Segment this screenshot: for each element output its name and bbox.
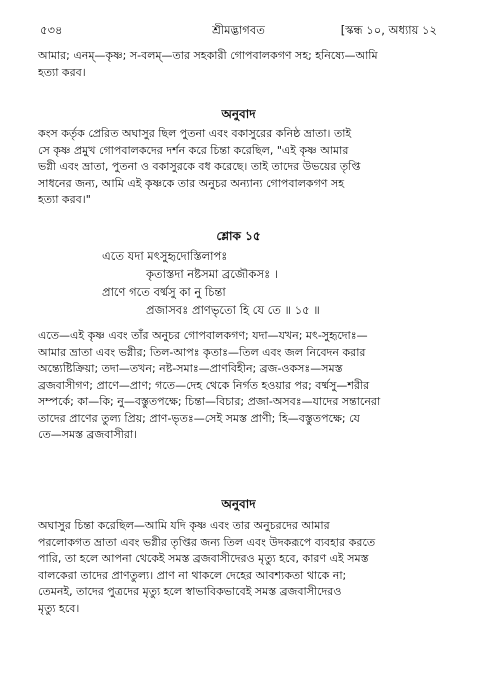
- translation-line: অঘাসুর চিন্তা করেছিল—আমি যদি কৃষ্ণ এবং তার অনুচরদের আমার: [38, 519, 330, 532]
- word-meaning-line: আমার ভ্রাতা এবং ভগ্নীর; তিল-আপঃ কৃতাঃ—তিল এবং জল নিবেদন করার: [38, 345, 366, 359]
- page-header: [40, 22, 437, 40]
- translation-line: পরলোকগত ভ্রাতা এবং ভগ্নীর তৃপ্তির জন্য তিল এবং উদকরূপে ব্যবহার করতে: [38, 535, 376, 549]
- sloka-line: প্রজাসবঃ প্রাণভৃতো হি যে তে ॥ ১৫ ॥: [146, 303, 320, 317]
- translation-paragraph: [38, 126, 446, 209]
- sloka-heading: শ্লোক ১৫: [216, 229, 261, 243]
- word-meaning-line: সম্পর্কে; কা—কি; নু—বস্তুতপক্ষে; চিন্তা—বিচার; প্রজা-অসবঃ—যাদের সন্তানেরা: [38, 395, 381, 408]
- chapter-reference: [স্কন্ধ ১০, অধ্যায় ১২: [340, 23, 437, 37]
- book-title: শ্রীমদ্ভাগবত: [212, 23, 265, 37]
- translation-heading: অনুবাদ: [221, 497, 256, 511]
- sloka-line: প্রাণে গতে বর্ষ্মসু কা নু চিন্তা: [102, 285, 226, 299]
- translation-paragraph: [38, 518, 446, 617]
- word-meaning-line: তাদের প্রাণের তুল্য প্রিয়; প্রাণ-ভৃতঃ—সেই সমস্ত প্রাণী; হি—বস্তুতপক্ষে; যে: [38, 411, 360, 425]
- translation-line: সাধনের জন্য, আমি এই কৃষ্ণকে তার অনুচর অন্যান্য গোপবালকগণ সহ: [38, 176, 345, 190]
- translation-line: সে কৃষ্ণ প্রমুখ গোপবালকদের দর্শন করে চিন্তা করেছিল, "এই কৃষ্ণ আমার: [38, 143, 349, 157]
- translation-line: বালকেরা তাদের প্রাণতুল্য। প্রাণ না থাকলে দেহের আবশ্যকতা থাকে না;: [38, 568, 347, 582]
- translation-line: মৃত্যু হবে।: [38, 601, 80, 615]
- word-meaning-line: তে—সমস্ত ব্রজবাসীরা।: [38, 428, 138, 441]
- translation-line: ভগ্নী এবং ভ্রাতা, পুতনা ও বকাসুরকে বধ করেছে। তাই তাদের উভয়ের তৃপ্তি: [38, 160, 361, 173]
- translation-line: হত্যা করব।": [38, 193, 91, 206]
- page-number: ৫৩৪: [40, 23, 63, 37]
- translation-line: পারি, তা হলে আপনা থেকেই সমস্ত ব্রজবাসীদেরও মৃত্যু হবে, কারণ এই সমস্ত: [38, 552, 369, 565]
- word-meaning-line: ব্রজবাসীগণ; প্রাণে—প্রাণ; গতে—দেহ থেকে নির্গত হওয়ার পর; বর্ষ্মসু—শরীর: [38, 378, 370, 392]
- translation-heading: অনুবাদ: [221, 107, 256, 121]
- translation-line: তেমনই, তাদের পুত্রদের মৃত্যু হলে স্বাভাবিকভাবেই সমস্ত ব্রজবাসীদেরও: [38, 585, 342, 598]
- gloss-line: হত্যা করব।: [38, 65, 86, 79]
- sloka-line: এতে যদা মৎসুহৃদোস্তিলাপঃ: [102, 249, 228, 263]
- word-meaning-line: এতে—এই কৃষ্ণ এবং তাঁর অনুচর গোপবালকগণ; যদা—যখন; মৎ-সুহৃদোঃ—: [38, 329, 368, 342]
- sloka-line: কৃতাস্তদা নষ্টসমা ব্রজৌকসঃ ।: [146, 267, 278, 281]
- top-gloss: [38, 48, 446, 81]
- word-meanings: [38, 328, 446, 444]
- translation-line: কংস কর্তৃক প্রেরিত অঘাসুর ছিল পুতনা এবং বকাসুরের কনিষ্ঠ ভ্রাতা। তাই: [38, 127, 352, 140]
- word-meaning-line: অন্ত্যেষ্টিক্রিয়া; তদা—তখন; নষ্ট-সমাঃ—প্রাণবিহীন; ব্রজ-ওকসঃ—সমস্ত: [38, 362, 343, 375]
- gloss-line: আমার; এনম্—কৃষ্ণ; স-বলম্—তার সহকারী গোপবালকগণ সহ; হনিষ্যে—আমি: [38, 49, 378, 62]
